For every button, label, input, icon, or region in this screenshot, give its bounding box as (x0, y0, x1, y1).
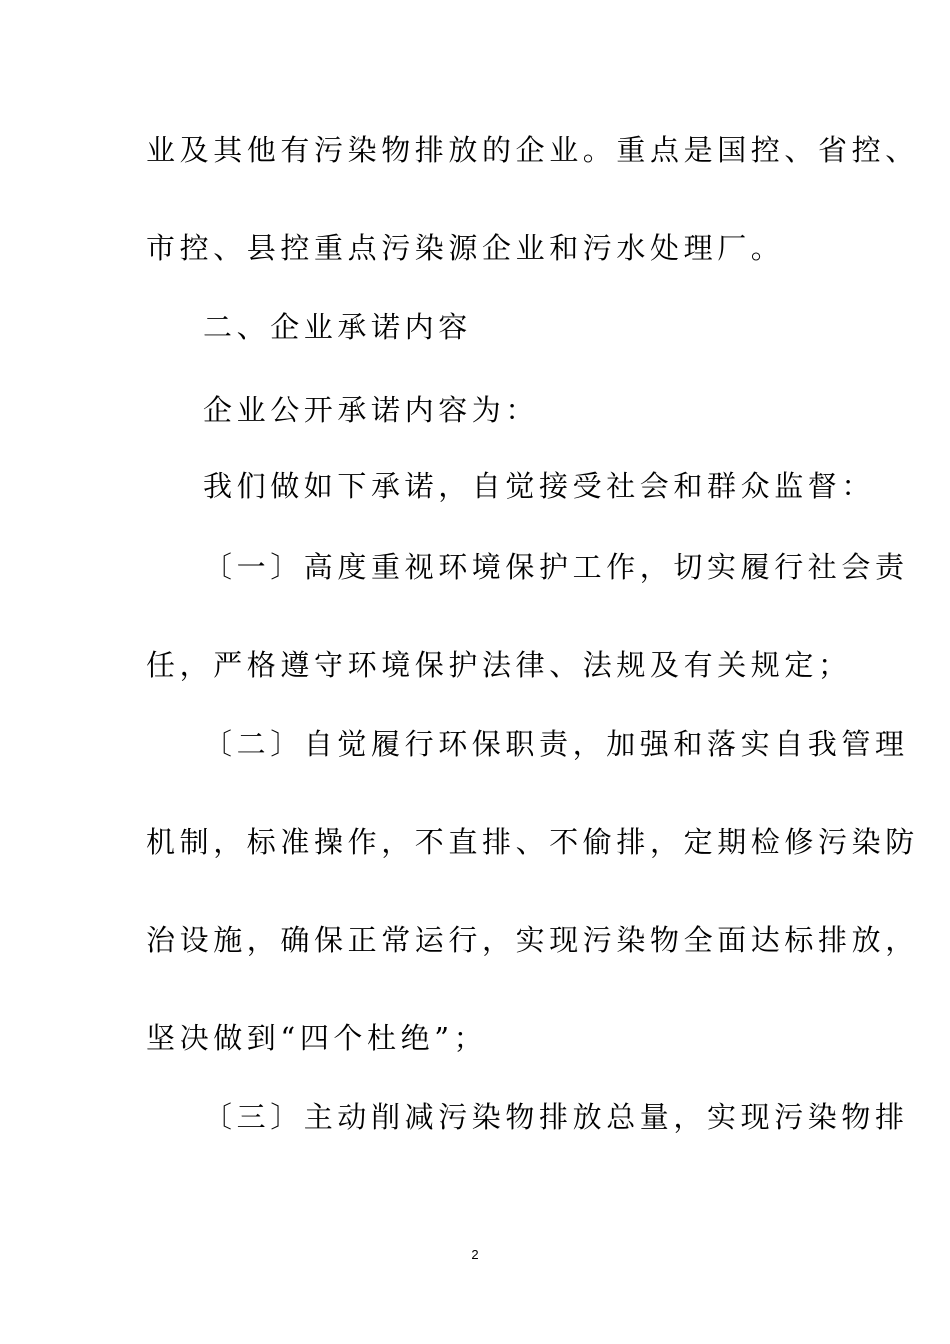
text-line-5: 我们做如下承诺，自觉接受社会和群众监督： (203, 469, 876, 503)
text-line-9: 机制，标准操作，不直排、不偷排，定期检修污染防 (146, 825, 919, 859)
text-line-11: 坚决做到“四个杜绝”； (146, 1021, 488, 1055)
text-line-10: 治设施，确保正常运行，实现污染物全面达标排放， (146, 923, 919, 957)
text-line-1: 业及其他有污染物排放的企业。重点是国控、省控、 (146, 133, 919, 167)
section-heading: 二、企业承诺内容 (203, 310, 472, 344)
page-number: 2 (471, 1247, 479, 1262)
text-line-7: 任，严格遵守环境保护法律、法规及有关规定； (146, 648, 852, 682)
text-line-8: 〔二〕自觉履行环保职责，加强和落实自我管理 (203, 727, 909, 761)
text-line-12: 〔三〕主动削减污染物排放总量，实现污染物排 (203, 1100, 909, 1134)
text-line-2: 市控、县控重点污染源企业和污水处理厂。 (146, 231, 785, 265)
text-line-6: 〔一〕高度重视环境保护工作，切实履行社会责 (203, 550, 909, 584)
text-line-4: 企业公开承诺内容为： (203, 393, 540, 427)
